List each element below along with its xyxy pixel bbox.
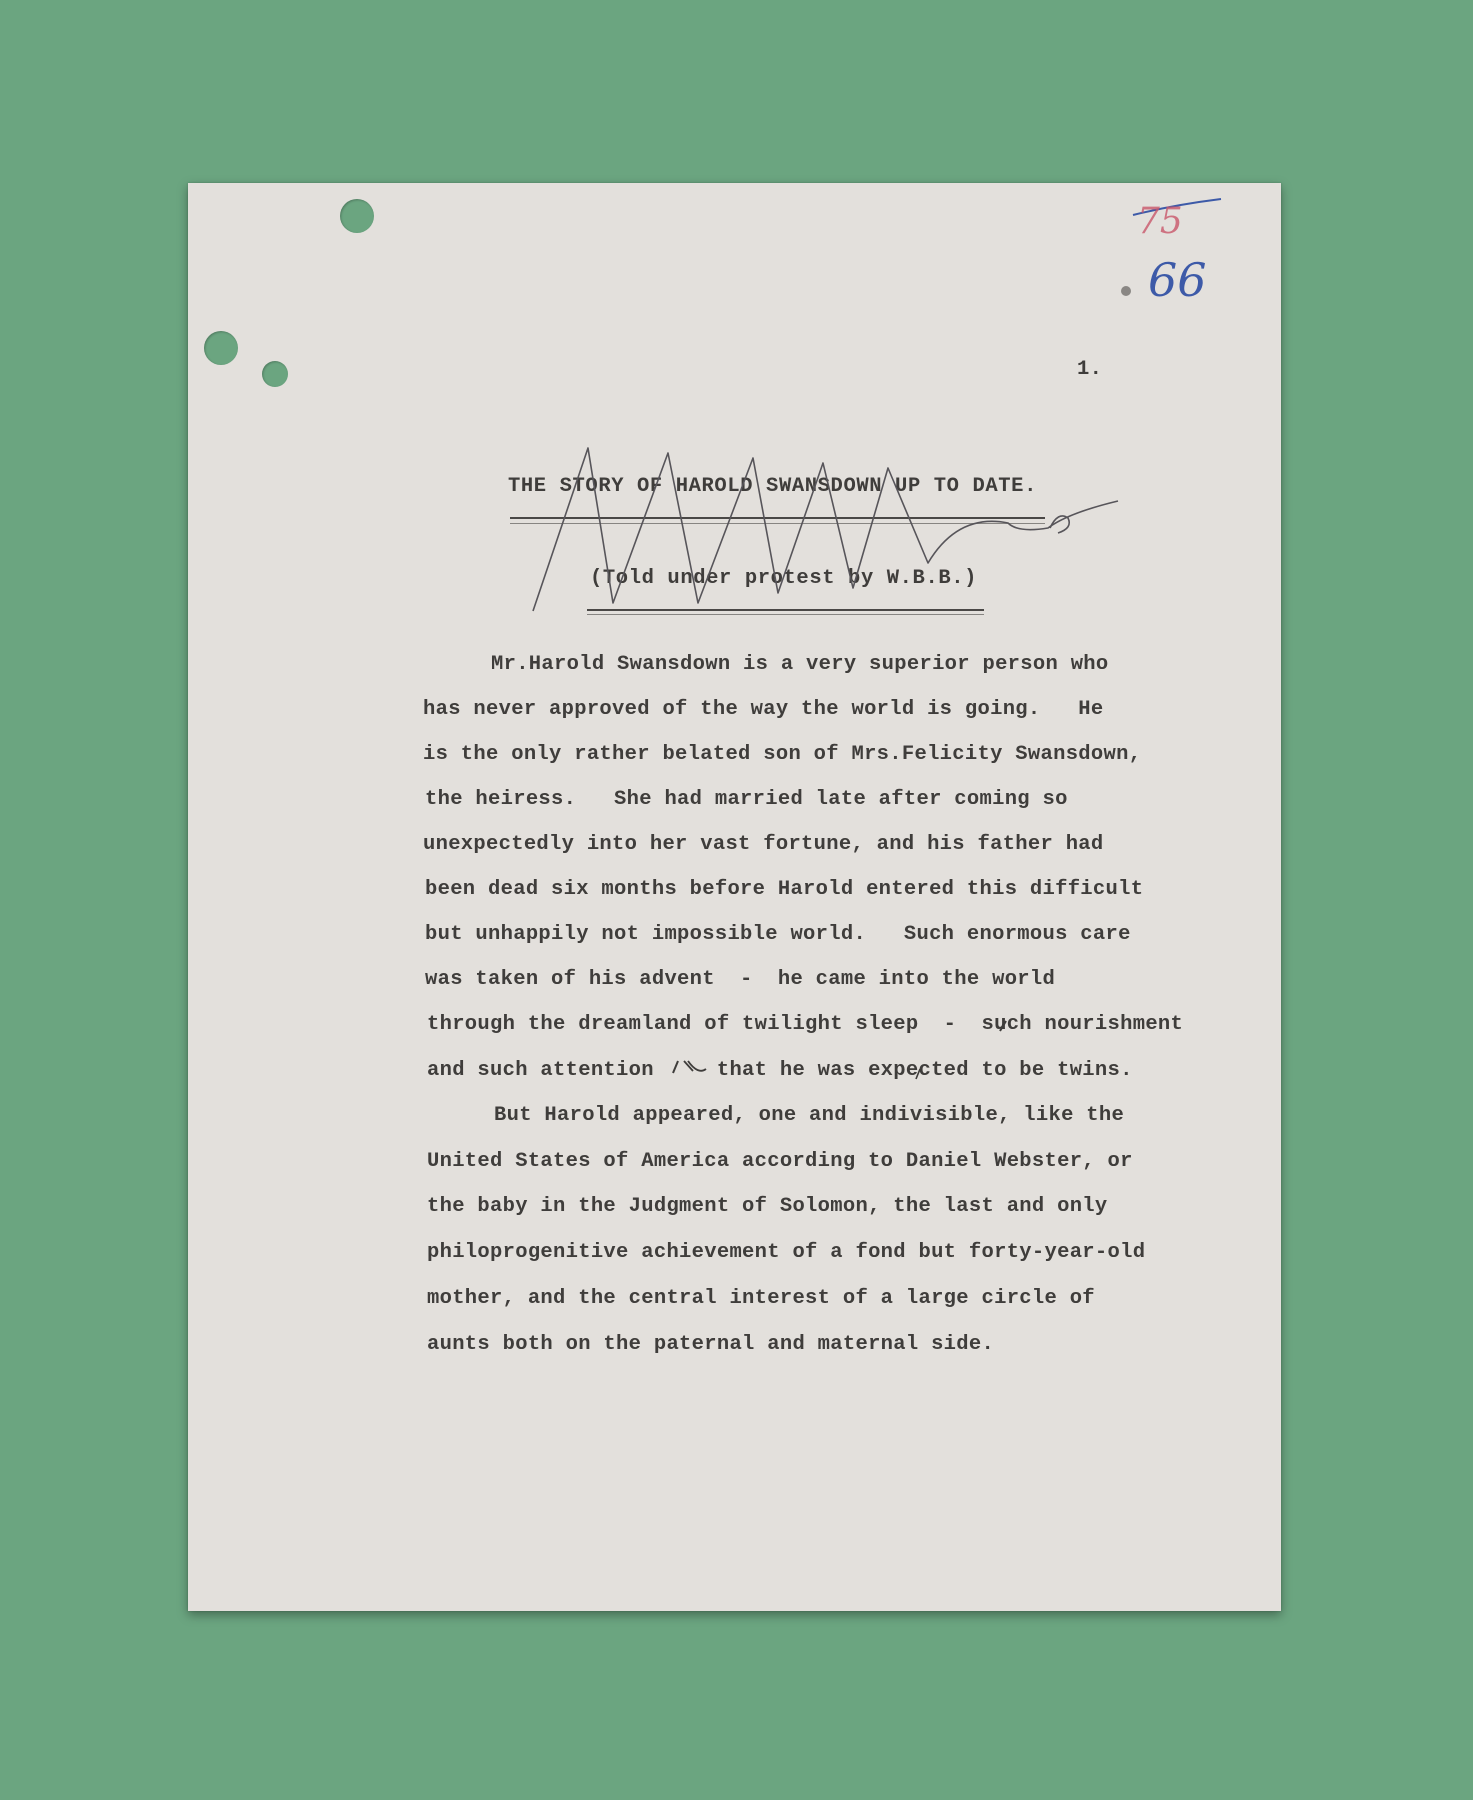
body-line: unexpectedly into her vast fortune, and his father had [423, 833, 1104, 856]
document-title: THE STORY OF HAROLD SWANSDOWN UP TO DATE. [508, 475, 1037, 498]
punch-hole-small [262, 361, 288, 387]
body-line: is the only rather belated son of Mrs.Felicity Swansdown, [423, 743, 1142, 766]
body-line: was taken of his advent - he came into the world [425, 968, 1056, 991]
body-line: mother, and the central interest of a large circle of [427, 1287, 1095, 1310]
red-pencil-number: 75 [1123, 193, 1223, 253]
blue-pencil-number: 66 [1148, 253, 1207, 307]
body-line: through the dreamland of twilight sleep - such nourishment [427, 1013, 1184, 1036]
body-line: United States of America according to Daniel Webster, or [427, 1150, 1133, 1173]
document-subtitle: (Told under protest by W.B.B.) [590, 567, 978, 590]
page-number: 1. [1077, 358, 1103, 381]
body-line: been dead six months before Harold entered this difficult [425, 878, 1144, 901]
body-line: Mr.Harold Swansdown is a very superior person who [491, 653, 1109, 676]
title-underline [510, 517, 1045, 519]
body-line: the heiress. She had married late after coming so [425, 788, 1068, 811]
punch-hole-top [340, 199, 374, 233]
subtitle-underline [587, 609, 984, 611]
body-line: and such attention that he was expected to be twins. [427, 1059, 1133, 1082]
body-line: philoprogenitive achievement of a fond but forty-year-old [427, 1241, 1146, 1264]
subtitle-underline-2 [587, 614, 984, 615]
punch-hole-middle [204, 331, 238, 365]
body-line: but unhappily not impossible world. Such enormous care [425, 923, 1131, 946]
body-line: But Harold appeared, one and indivisible, like the [494, 1104, 1125, 1127]
body-line: the baby in the Judgment of Solomon, the last and only [427, 1195, 1108, 1218]
body-line: aunts both on the paternal and maternal side. [427, 1333, 995, 1356]
title-underline-2 [510, 523, 1045, 524]
body-line: has never approved of the way the world is going. He [423, 698, 1104, 721]
document-page [188, 183, 1281, 1611]
